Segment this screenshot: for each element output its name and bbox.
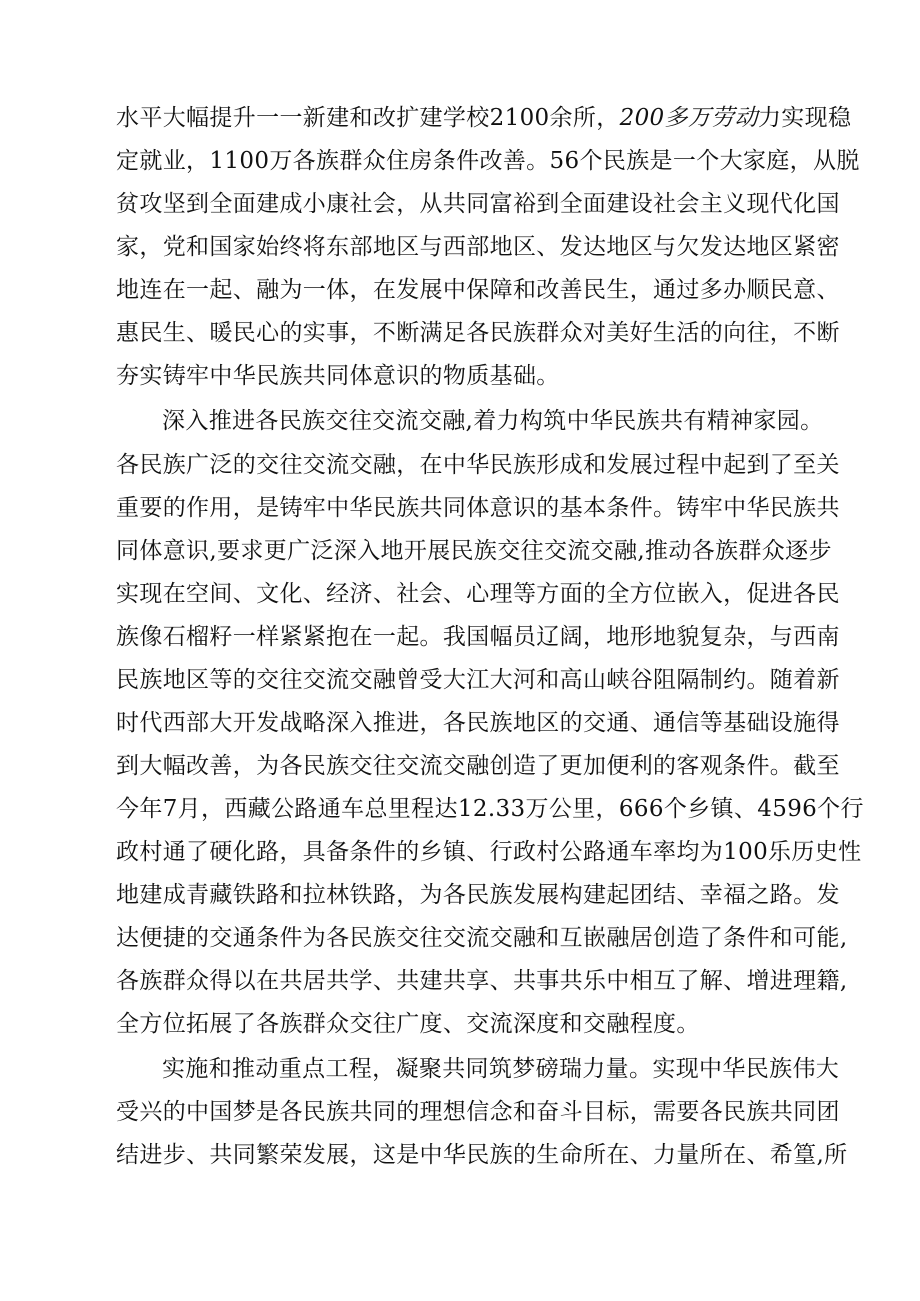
text-line-4: 家，党和国家始终将东部地区与西部地区、发达地区与欠发达地区紧密 bbox=[116, 234, 840, 260]
text-segment: 力实现稳 bbox=[757, 105, 852, 131]
text-line-18: 政村通了硬化路，具备条件的乡镇、行政村公路通车率均为100乐历史性 bbox=[116, 839, 862, 865]
text-line-2: 定就业，1100万各族群众住房条件改善。56个民族是一个大家庭，从脱 bbox=[116, 148, 860, 174]
text-line-6: 惠民生、暖民心的实事，不断满足各民族群众对美好生活的向往，不断 bbox=[116, 320, 840, 346]
text-line-13: 族像石榴籽一样紧紧抱在一起。我国幅员辽阔，地形地貌复杂，与西南 bbox=[116, 624, 840, 650]
text-line-5: 地连在一起、融为一体，在发展中保障和改善民生，通过多办顺民意、 bbox=[116, 277, 840, 303]
text-line-15: 时代西部大开发战略深入推进，各民族地区的交通、通信等基础设施得 bbox=[116, 710, 840, 736]
text-line-16: 到大幅改善，为各民族交往交流交融创造了更加便利的客观条件。截至 bbox=[116, 753, 840, 779]
text-line-1 bbox=[116, 103, 856, 133]
text-line-20: 达便捷的交通条件为各民族交往交流交融和互嵌融居创造了条件和可能, bbox=[116, 925, 848, 951]
text-line-19: 地建成青藏铁路和拉林铁路，为各民族发展构建起团结、幸福之路。发 bbox=[116, 882, 840, 908]
text-line-17: 今年7月，西藏公路通车总里程达12.33万公里，666个乡镇、4596个行 bbox=[116, 796, 864, 822]
paragraph-3-heading-line: 实施和推动重点工程，凝聚共同筑梦磅瑞力量。实现中华民族伟大 bbox=[162, 1056, 840, 1082]
text-line-12: 实现在空间、文化、经济、社会、心理等方面的全方位嵌入，促进各民 bbox=[116, 581, 840, 607]
text-segment: 水平大幅提升一一新建和改扩建学校2100余所， bbox=[116, 105, 620, 131]
text-line-14: 民族地区等的交往交流交融曾受大江大河和高山峡谷阻隔制约。随着新 bbox=[116, 667, 840, 693]
italic-text-segment: 200多万劳动 bbox=[619, 105, 758, 131]
text-line-24: 受兴的中国梦是各民族共同的理想信念和奋斗目标，需要各民族共同团 bbox=[116, 1099, 840, 1125]
text-line-3: 贫攻坚到全面建成小康社会，从共同富裕到全面建设社会主义现代化国 bbox=[116, 191, 840, 217]
text-line-25: 结进步、共同繁荣发展，这是中华民族的生命所在、力量所在、希篁,所 bbox=[116, 1142, 848, 1168]
text-line-9: 各民族广泛的交往交流交融，在中华民族形成和发展过程中起到了至关 bbox=[116, 452, 840, 478]
paragraph-2-heading-line: 深入推进各民族交往交流交融,着力构筑中华民族共有精神家园。 bbox=[162, 408, 824, 434]
text-line-10: 重要的作用，是铸牢中华民族共同体意识的基本条件。铸牢中华民族共 bbox=[116, 495, 840, 521]
text-line-7: 夯实铸牢中华民族共同体意识的物质基础。 bbox=[116, 363, 560, 389]
text-line-21: 各族群众得以在共居共学、共建共享、共事共乐中相互了解、增进理籍, bbox=[116, 968, 848, 994]
text-line-22: 全方位拓展了各族群众交往广度、交流深度和交融程度。 bbox=[116, 1011, 700, 1037]
text-line-11: 同体意识,要求更广泛深入地开展民族交往交流交融,推动各族群众逐步 bbox=[116, 538, 832, 564]
